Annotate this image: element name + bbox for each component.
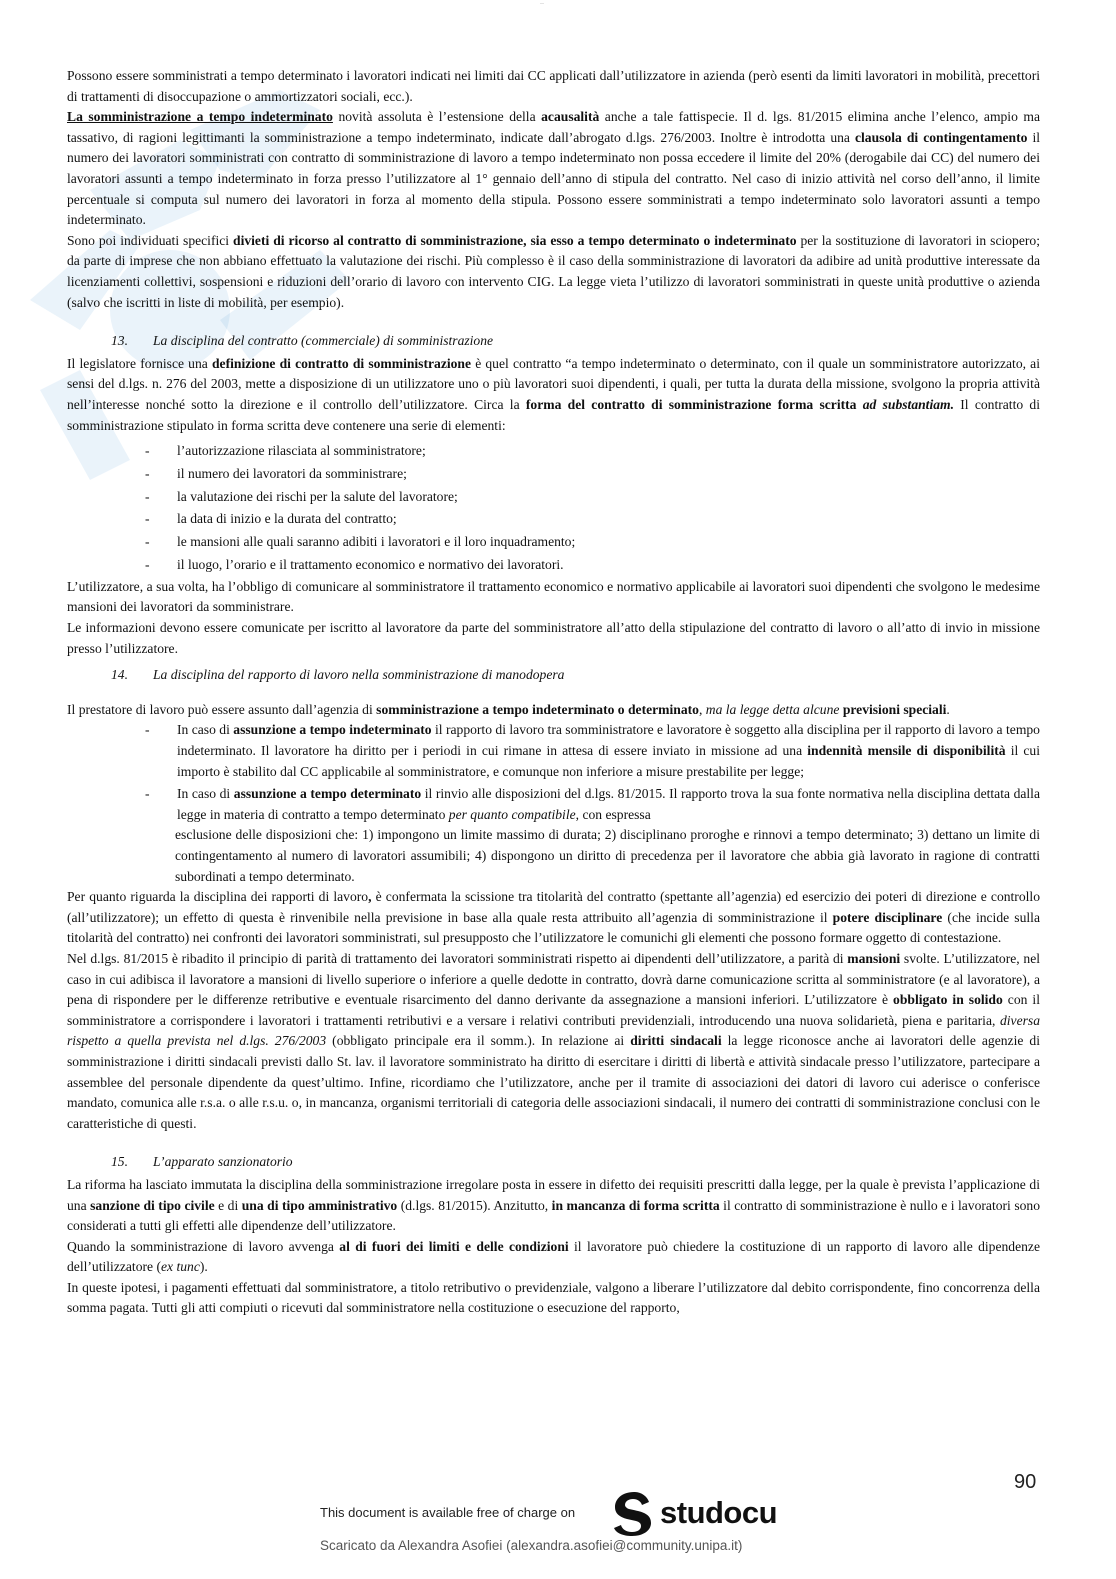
availability-note: This document is available free of charge on (320, 1505, 576, 1520)
list-item: - In caso di assunzione a tempo determinato il rinvio alle disposizioni del d.lgs. 81/2015. Il rapporto trova la sua fonte normativa nella disciplina dettata dalla legge in materia di contratto a tempo determinato per quanto compatibile, con espressa (67, 784, 1040, 825)
section-heading-13: 13. La disciplina del contratto (commerciale) di somministrazione (111, 333, 494, 349)
section-heading-14: 14. La disciplina del rapporto di lavoro nella somministrazione di manodopera (111, 667, 565, 683)
list-item: - la data di inizio e la durata del contratto; (67, 508, 1040, 531)
paragraph: Nel d.lgs. 81/2015 è ribadito il principio di parità di trattamento dei lavoratori somministrati rispetto ai dipendenti dell’utilizzatore, a parità di mansioni svolte. L’utilizzatore, nel caso in cui adibisca il lavoratore a mansioni di livello superiore o inferiore a quelle dedotte in contratto, dovrà darne comunicazione scritta al somministratore (e al lavoratore), a pena di rispondere per le differenze retributive e eventuale risarcimento del danno derivante da assegnazione a mansioni inferiori. L’utilizzatore è obbligato in solido con il somministratore a corrispondere i lavoratori i trattamenti retributivi e a versare i relativi contributi previdenziali, introducendo una nuova solidarietà, piena e paritaria, diversa rispetto a quella prevista nel d.lgs. 276/2003 (obbligato principale era il somm.). In relazione ai diritti sindacali la legge riconosce anche ai lavoratori delle agenzie di somministrazione i diritti sindacali previsti dallo St. lav. il lavoratore somministrato ha diritto di esercitare i diritti di libertà e attività sindacale presso l’utilizzatore, partecipare a assemblee del personale dipendente da quest’ultimo. Infine, ricordiamo che l’utilizzatore, anche per il tramite di associazioni dei datori di lavoro cui aderisce o conferisce mandato, comunica alle r.s.a. o alle r.s.u. o, in mancanza, organismi territoriali di categoria delle associazioni sindacali, il numero dei contratti di somministrazione conclusi con le caratteristiche di questi. (67, 950, 1041, 1131)
list-item: - In caso di assunzione a tempo indeterminato il rapporto di lavoro tra somministratore e lavoratore è soggetto alla disciplina per il rapporto di lavoro a tempo indeterminato. Il lavoratore ha diritto per i periodi in cui rimane in attesa di essere inviato in missione ad una indennità mensile di disponibilità il cui importo è stabilito dal CC applicabile al somministratore, e comunque non inferiore a misure prestabilite per legge; (67, 720, 1040, 782)
list-item: - il numero dei lavoratori da somministrare; (67, 463, 1040, 486)
paragraph: La somministrazione a tempo indeterminato novità assoluta è l’estensione della acausalità anche a tale fattispecie. Il d. lgs. 81/2015 elimina anche l’elenco, ampio ma tassativo, di ragioni legittimanti la somministrazione a tempo indeterminato, indicate dall’abrogato d.lgs. 276/2003. Inoltre è introdotta una clausola di contingentamento il numero dei lavoratori somministrati con contratto di somministrazione di lavoro a tempo indeterminato non possa eccedere il limite del 20% (derogabile dai CC) del numero dei lavoratori assunti a tempo indeterminato in forza presso l’utilizzatore al 1° gennaio dell’anno di stipula del contratto. Nel caso di inizio attività nel corso dell’anno, il limite percentuale si computa sul numero dei lavoratori in forza al momento della stipula. Possono essere somministrati a tempo indeterminato solo lavoratori assunti a tempo indeterminato. (67, 109, 1041, 228)
page-number: 90 (1014, 1471, 1037, 1493)
list-item-continuation: esclusione delle disposizioni che: 1) impongono un limite massimo di durata; 2) disciplinano proroghe e rinnovi a tempo determinato; 3) dettano un limite di contingentamento al numero di lavoratori assumibili; 4) dispongono un diritto di precedenza per il lavoratore che abbia già lavorato in ragione di contratti subordinati a tempo determinato. (175, 827, 1040, 884)
paragraph: In queste ipotesi, i pagamenti effettuati dal somministratore, a titolo retributivo o previdenziale, valgono a liberare l’utilizzatore dal debito corrispondente, fino concorrenza della somma pagata. Tutti gli atti compiuti o ricevuti dal somministratore nella costituzione o esecuzione del rapporto, (67, 1279, 1040, 1316)
paragraph: Il prestatore di lavoro può essere assunto dall’agenzia di somministrazione a tempo indeterminato o determinato, ma la legge detta alcune previsioni speciali. (67, 701, 950, 717)
paragraph: Le informazioni devono essere comunicate per iscritto al lavoratore da parte del somministratore all’atto della stipulazione del contratto di lavoro o all’atto di invio in missione presso l’utilizzatore. (67, 620, 1040, 656)
special-provisions-list (67, 720, 1040, 825)
studocu-logo-link[interactable] (612, 1490, 777, 1536)
section-heading-15: 15. L’apparato sanzionatorio (111, 1154, 293, 1170)
download-attribution: Scaricato da Alexandra Asofiei (alexandra.asofiei@community.unipa.it) (320, 1538, 743, 1553)
paragraph: L’utilizzatore, a sua volta, ha l’obbligo di comunicare al somministratore il trattamento economico e normativo applicabile ai lavoratori suoi dipendenti che svolgono le medesime mansioni dei lavoratori da somministrare. (67, 578, 1040, 615)
underlined-heading: La somministrazione a tempo indeterminato (67, 109, 333, 125)
paragraph: La riforma ha lasciato immutata la disciplina della somministrazione irregolare posta in essere in difetto dei requisiti prescritti dalla legge, per la quale è prevista l’applicazione di una sanzione di tipo civile e di una di tipo amministrativo (d.lgs. 81/2015). Anzitutto, in mancanza di forma scritta il contratto di somministrazione è nullo e i lavoratori sono considerati a tutti gli effetti alle dipendenze dell’utilizzatore. (67, 1176, 1041, 1234)
paragraph: Possono essere somministrati a tempo determinato i lavoratori indicati nei limiti dai CC applicati dall’utilizzatore in azienda (però esenti da limiti lavoratori in mobilità, precettori di trattamenti di disoccupazione o ammortizzatori sociali, ecc.). (67, 68, 1040, 104)
studocu-brand: studocu (660, 1495, 778, 1530)
top-mark: — (540, 0, 544, 5)
paragraph: Quando la somministrazione di lavoro avvenga al di fuori dei limiti e delle condizioni il lavoratore può chiedere la costituzione di un rapporto di lavoro alle dipendenze dell’utilizzatore (ex tunc). (67, 1238, 1040, 1275)
paragraph: Sono poi individuati specifici divieti di ricorso al contratto di somministrazione, sia esso a tempo determinato o indeterminato per la sostituzione di lavoratori in sciopero; da parte di imprese che non abbiano effettuato la valutazione dei rischi. Più complesso è il caso della somministrazione di lavoratori da adibire ad unità produttive interessate da licenziamenti collettivi, sospensioni e riduzioni dell’orario di lavoro con intervento CIG. La legge vieta l’utilizzo di lavoratori somministrati in queste unità produttive o azienda (salvo che iscritti in liste di mobilità, per esempio). (67, 232, 1040, 310)
studocu-logo-icon (612, 1490, 654, 1536)
contract-elements-list (67, 440, 1040, 577)
list-item: - l’autorizzazione rilasciata al somministratore; (67, 440, 1040, 463)
paragraph: Per quanto riguarda la disciplina dei rapporti di lavoro, è confermata la scissione tra titolarità del contratto (spettante all’agenzia) ed esercizio dei poteri di direzione e controllo (all’utilizzatore); un effetto di questa è rinvenibile nella previsione in base alla quale resta attribuito all’agenzia di somministrazione il potere disciplinare (che incide sulla titolarità del contratto) nei confronti dei lavoratori somministrati, sul presupposto che l’utilizzatore le comunichi gli elementi che possono formare oggetto di contestazione. (67, 889, 1040, 946)
list-item: - il luogo, l’orario e il trattamento economico e normativo dei lavoratori. (67, 554, 1040, 577)
list-item: - le mansioni alle quali saranno adibiti i lavoratori e il loro inquadramento; (67, 531, 1040, 554)
paragraph: Il legislatore fornisce una definizione di contratto di somministrazione è quel contratto “a tempo indeterminato o determinato, con il quale un somministratore autorizzato, ai sensi del d.lgs. n. 276 del 2003, mette a disposizione di un utilizzatore uno o più lavoratori suoi dipendenti, i quali, per tutta la durata della missione, svolgono la propria attività nell’interesse nonché sotto la direzione e il controllo dell’utilizzatore. Circa la forma del contratto di somministrazione forma scritta ad substantiam. Il contratto di somministrazione stipulato in forma scritta deve contenere una serie di elementi: (67, 355, 1041, 433)
list-item: - la valutazione dei rischi per la salute del lavoratore; (67, 486, 1040, 509)
document-body (67, 66, 1040, 1319)
